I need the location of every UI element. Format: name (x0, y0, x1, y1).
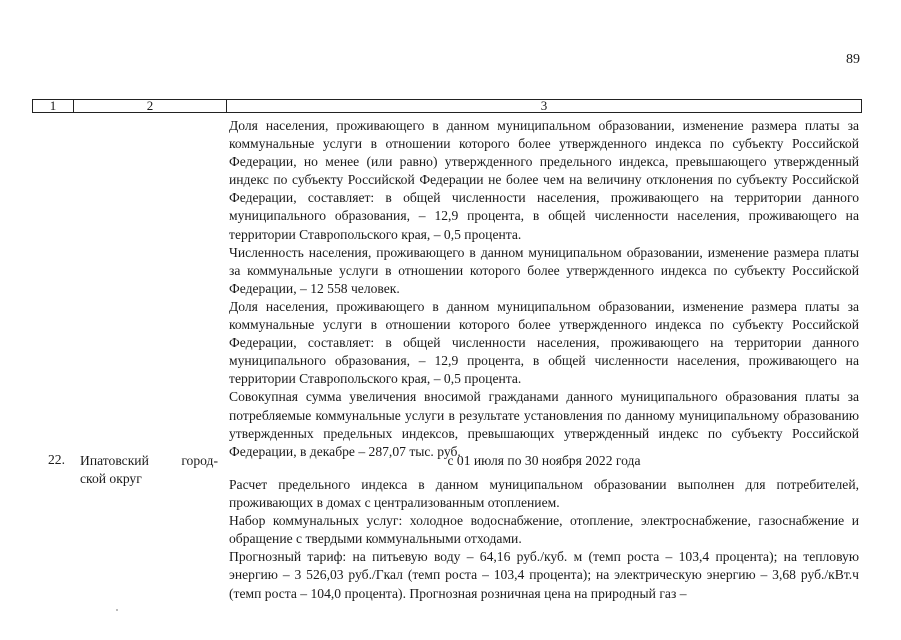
paragraph-calculation: Расчет предельного индекса в данном муниципальном образовании выполнен для потребителей, проживающих в домах с централизованным отоплением. (229, 477, 859, 511)
header-col-3: 3 (540, 98, 548, 113)
paragraph-population-count: Численность населения, проживающего в данном муниципальном образовании, изменение размера платы за коммунальные услуги в отношении которого более утвержденного индекса по субъекту Российской Федерации, – 12 558 человек. (229, 244, 859, 296)
municipality-name (80, 452, 218, 488)
period-heading: с 01 июля по 30 ноября 2022 года (447, 453, 641, 468)
municipality-name-word1: Ипатовский (80, 453, 149, 468)
entry-22-text (229, 476, 859, 603)
paragraph-population-share-2: Доля населения, проживающего в данном муниципальном образовании, изменение размера платы за коммунальные услуги в отношении которого более утвержденного индекса по субъекту Российской Федерации, составляет: в общей численности населения, проживающего на территории данного муниципального образования, – 12,9 процента, в общей численности населения, проживающего на территории Ставропольского края, – 0,5 процента. (229, 298, 859, 387)
municipality-name-word2: город- (181, 453, 218, 468)
page-number: 89 (846, 52, 860, 67)
paragraph-total-sum: Совокупная сумма увеличения вносимой гражданами данного муниципального образования платы за потребляемые коммунальные услуги в результате установления по данному муниципальному образованию утвержденных предельных индексов, превышающих утвержденный индекс по субъекту Российской Федерации, в декабре – 287,07 тыс. руб. (229, 389, 859, 459)
scan-dot (116, 609, 118, 611)
header-col-1: 1 (49, 98, 57, 113)
table-header-row (32, 99, 862, 113)
paragraph-services-set: Набор коммунальных услуг: холодное водоснабжение, отопление, электроснабжение, газоснабжение и обращение с твердыми коммунальными отходами. (229, 513, 859, 547)
header-col-2: 2 (146, 98, 154, 113)
row-number: 22. (48, 452, 65, 467)
municipality-name-line2: ской округ (80, 471, 142, 486)
paragraph-forecast-tariff: Прогнозный тариф: на питьевую воду – 64,16 руб./куб. м (темп роста – 103,4 процента); на тепловую энергию – 3 526,03 руб./Гкал (темп роста – 103,4 процента); на электрическую энергию – 3,68 руб./кВт.ч (темп роста – 104,0 процента). Прогнозная розничная цена на природный газ – (229, 549, 859, 601)
previous-entry-text (229, 117, 859, 461)
paragraph-population-share: Доля населения, проживающего в данном муниципальном образовании, изменение размера платы за коммунальные услуги в отношении которого более утвержденного индекса по субъекту Российской Федерации, но менее (или равно) утвержденного предельного индекса, превышающего утвержденный индекс по субъекту Российской Федерации не более чем на величину отклонения по субъекту Российской Федерации, составляет: в общей численности населения, проживающего на территории данного муниципального образования, – 12,9 процента, в общей численности населения, проживающего на территории Ставропольского края, – 0,5 процента. (229, 118, 859, 242)
